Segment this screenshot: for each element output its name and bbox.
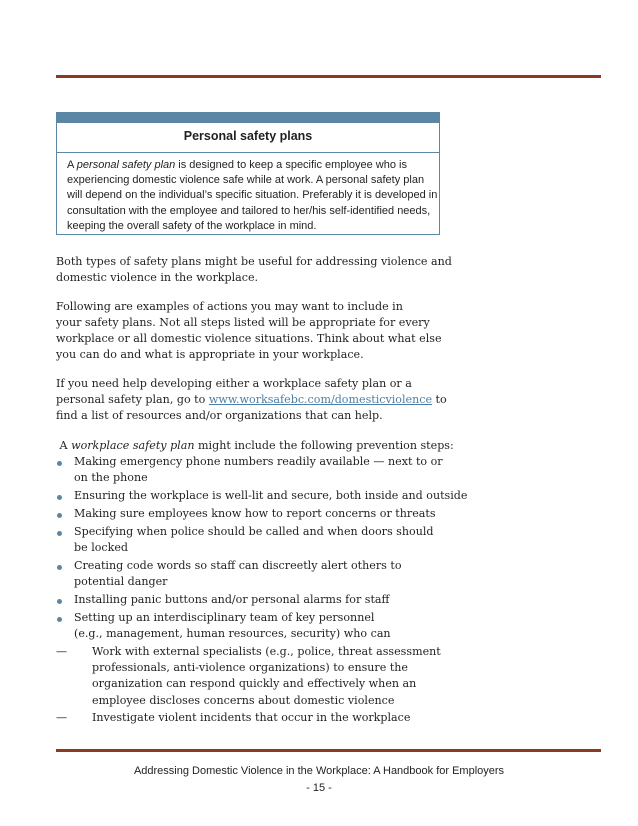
box-line: A personal safety plan is designed to keep a specific employee who is [67, 159, 407, 171]
bullet-dot-icon [57, 513, 62, 518]
box-header-bar [57, 113, 439, 123]
team-actions-list [56, 644, 456, 727]
bullet-dot-icon [57, 531, 62, 536]
footer-title: Addressing Domestic Violence in the Workplace: A Handbook for Employers [133, 765, 505, 777]
box-line: experiencing domestic violence safe while at work. A personal safety plan [67, 174, 425, 187]
list-item: Making emergency phone numbers readily available — next to or on the phone [56, 454, 456, 487]
paragraph-examples: Following are examples of actions you may want to include in your safety plans. Not all steps listed will be appropriate for every workplace or all domestic violence situations. Think about what else you can do and what is appropriate in your workplace. [56, 299, 442, 362]
box-body [57, 153, 439, 234]
list-item: Ensuring the workplace is well-lit and secure, both inside and outside [56, 488, 456, 504]
worksafebc-link[interactable]: www.worksafebc.com/domesticviolence [208, 393, 433, 407]
list-item: Creating code words so staff can discreetly alert others to potential danger [56, 558, 456, 591]
footer-rule [56, 749, 601, 752]
list-item: Setting up an interdisciplinary team of key personnel (e.g., management, human resources, security) who can [56, 610, 456, 643]
personal-safety-plans-box [56, 112, 440, 235]
box-emphasis: personal safety plan [76, 159, 176, 171]
paragraph-help: If you need help developing either a workplace safety plan or a personal safety plan, go to www.worksafebc.com/domesticviolence to find a list of resources and/or organizations that can help. [56, 376, 447, 423]
bullet-dot-icon [57, 617, 62, 622]
main-content [56, 254, 468, 728]
bullet-dot-icon [57, 565, 62, 570]
list-item: Installing panic buttons and/or personal alarms for staff [56, 592, 456, 608]
page-number: - 15 - [306, 782, 332, 794]
sub-list-item: — Investigate violent incidents that occur in the workplace [56, 710, 456, 726]
box-line: keeping the overall safety of the workplace in mind. [67, 219, 317, 232]
bullet-dot-icon [57, 461, 62, 466]
sub-list-item: — Work with external specialists (e.g., police, threat assessment professionals, anti-violence organizations) to ensure the organization can respond quickly and effectively when an employee discloses concerns about domestic violence [56, 644, 441, 707]
paragraph-safety-plans-use: Both types of safety plans might be useful for addressing violence and domestic violence in the workplace. [56, 255, 452, 285]
workplace-plan-intro: A workplace safety plan might include the following prevention steps: [56, 438, 454, 452]
header-rule [56, 75, 601, 78]
prevention-steps-list [56, 454, 468, 642]
box-line: consultation with the employee and tailored to her/his self-identified needs, [67, 204, 431, 217]
em-dash-icon: — [56, 711, 68, 725]
box-line: will depend on the individual’s specific situation. Preferably it is developed in [67, 189, 438, 202]
bullet-dot-icon [57, 599, 62, 604]
box-title: Personal safety plans [183, 129, 313, 143]
list-item: Specifying when police should be called and when doors should be locked [56, 524, 456, 557]
bullet-dot-icon [57, 495, 62, 500]
list-item: Making sure employees know how to report concerns or threats [56, 506, 456, 522]
workplace-plan-emphasis: workplace safety plan [71, 438, 195, 452]
em-dash-icon: — [56, 644, 68, 658]
